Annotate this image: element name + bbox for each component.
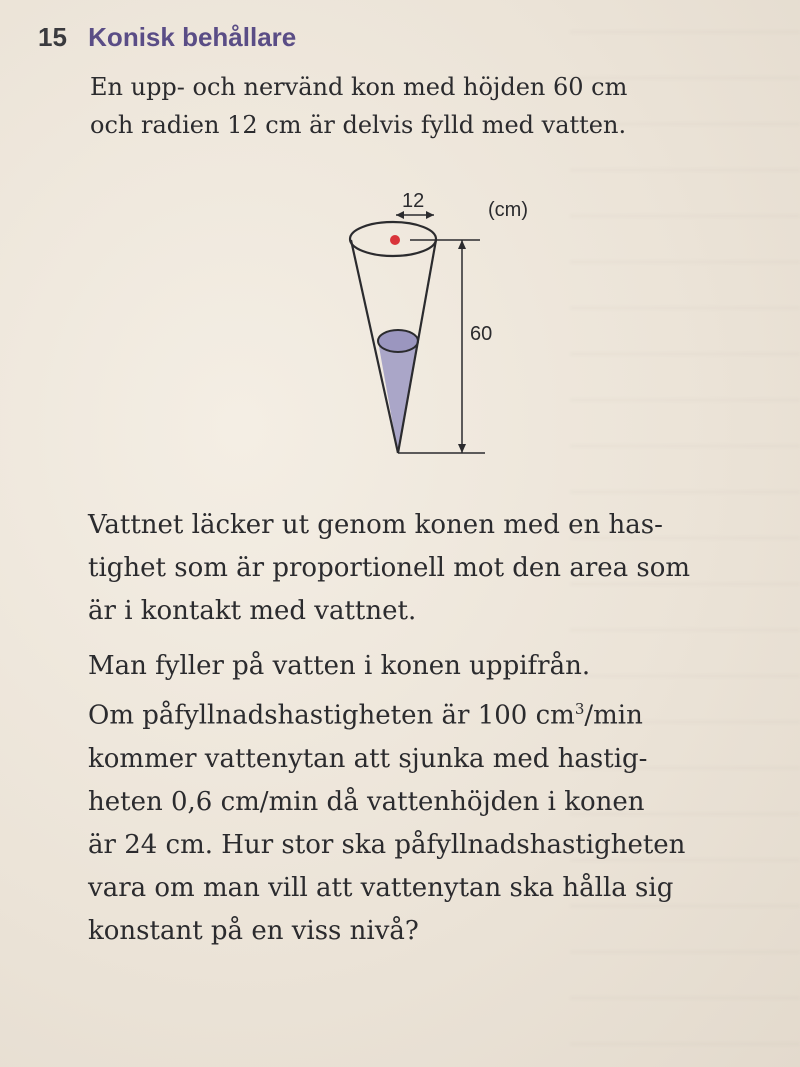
height-arrow-bottom xyxy=(458,444,466,453)
paragraph-line: vara om man vill att vattenytan ska hålla sig xyxy=(88,872,674,903)
intro-line: och radien 12 cm är delvis fylld med vatten. xyxy=(90,111,627,139)
center-point xyxy=(390,235,400,245)
paragraph-line: är i kontakt med vattnet. xyxy=(88,596,417,626)
water-surface xyxy=(378,330,418,352)
water-fill xyxy=(378,341,418,453)
radius-arrow-left xyxy=(396,211,404,219)
exponent: 3 xyxy=(574,700,585,718)
paragraph-line: Man fyller på vatten i konen uppifrån. xyxy=(88,651,591,681)
paragraph-line: Vattnet läcker ut genom konen med en has- xyxy=(88,510,663,540)
paragraph-line: kommer vattenytan att sjunka med hastig- xyxy=(88,743,648,774)
paragraph-line: konstant på en viss nivå? xyxy=(88,915,419,946)
rate-unit: /min xyxy=(584,700,643,731)
paragraph-leak xyxy=(88,504,778,633)
problem-title: Konisk behållare xyxy=(88,22,297,52)
problem-number: 15 xyxy=(38,22,67,52)
paragraph-line: tighet som är proportionell mot den area som xyxy=(88,553,691,583)
height-arrow-top xyxy=(458,240,466,249)
unit-label: (cm) xyxy=(488,199,528,221)
height-label: 60 xyxy=(470,323,493,345)
paragraph-question xyxy=(88,645,778,953)
paragraph-line: är 24 cm. Hur stor ska påfyllnadshastigheten xyxy=(88,829,686,860)
problem-header xyxy=(38,22,296,53)
radius-arrow-right xyxy=(426,211,434,219)
intro-line: En upp- och nervänd kon med höjden 60 cm xyxy=(90,73,628,101)
paragraph-line: heten 0,6 cm/min då vattenhöjden i konen xyxy=(88,786,645,817)
rate-text: Om påfyllnadshastigheten är 100 cm xyxy=(88,700,575,731)
intro-text xyxy=(90,68,750,144)
radius-label: 12 xyxy=(402,190,425,212)
paragraph-line-rate xyxy=(88,688,778,738)
cone-diagram xyxy=(330,185,570,475)
